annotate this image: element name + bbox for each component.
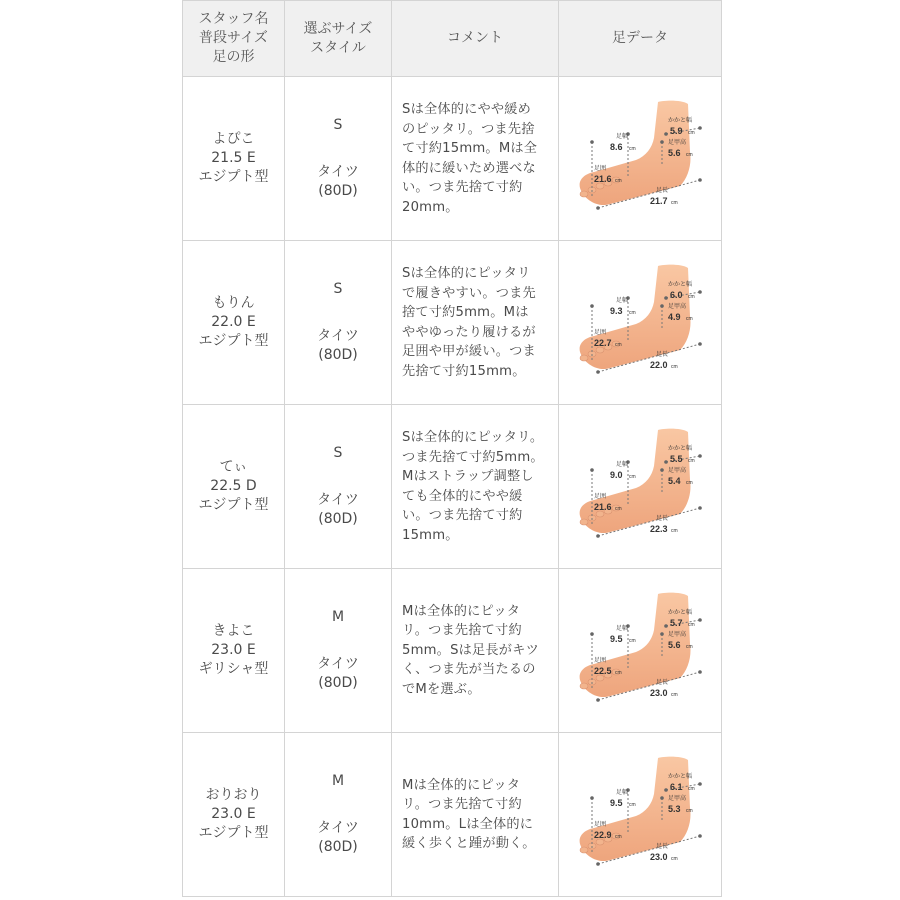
instep-height-value: 4.9 (668, 311, 681, 322)
comment-line: 足囲や甲が緩い。つま (402, 344, 536, 359)
staff-row (183, 77, 722, 241)
measure-point (660, 140, 664, 144)
staff-info-line: おりおり (205, 787, 262, 803)
staff-info-line: ギリシャ型 (198, 661, 269, 677)
comment-line: 5mm。Sは足長がキツ (402, 642, 539, 658)
staff-info-line: エジプト型 (198, 825, 269, 841)
instep-height-value: 5.6 (668, 147, 681, 158)
measure-point (698, 834, 702, 838)
staff-cell (183, 241, 285, 405)
unit-label: cm (671, 199, 678, 206)
instep-height-label: 足甲高 (668, 795, 687, 802)
foot-girth-value: 21.6 (594, 501, 612, 512)
heel-width-value: 5.5 (670, 453, 683, 464)
foot-length-label: 足長 (656, 351, 669, 358)
style-line: (80D) (318, 183, 358, 199)
comment-line: い。つま先捨て寸約 (402, 180, 523, 195)
foot-diagram (570, 750, 710, 880)
style-line: タイツ (317, 820, 359, 836)
header-staff-line: 足の形 (212, 49, 255, 65)
measure-point (596, 206, 600, 210)
chosen-size: S (333, 281, 343, 297)
comment-line: 15mm。 (402, 527, 459, 543)
foot-length-label: 足長 (656, 679, 669, 686)
heel-width-value: 5.7 (670, 617, 683, 628)
foot-data-cell (559, 569, 722, 733)
comment-line: 捨て寸約5mm。Mは (402, 305, 529, 320)
measure-point (590, 796, 594, 800)
foot-width-value: 8.6 (610, 141, 623, 152)
staff-cell (183, 733, 285, 897)
foot-girth-label: 足囲 (594, 165, 607, 172)
measure-point (698, 126, 702, 130)
comment-line: 先捨て寸約15mm。 (402, 363, 526, 379)
comment-line: でMを選ぶ。 (402, 681, 481, 697)
staff-info-line: 23.0 E (211, 806, 256, 822)
size-cell (285, 241, 392, 405)
heel-width-label: かかと幅 (668, 117, 693, 124)
unit-label: cm (615, 833, 622, 840)
foot-width-label: 足幅 (616, 461, 629, 468)
spacer (285, 463, 391, 491)
instep-height-value: 5.6 (668, 639, 681, 650)
comment-line: のピッタリ。つま先捨 (402, 121, 535, 137)
heel-width-value: 5.9 (670, 125, 683, 136)
comment-line: Sは全体的にピッタリ (402, 266, 531, 281)
staff-row (183, 241, 722, 405)
toe-shape (580, 519, 588, 525)
staff-info-line: 22.0 E (211, 314, 256, 330)
style-line: タイツ (317, 656, 359, 672)
foot-diagram (570, 94, 710, 224)
unit-label: cm (671, 691, 678, 698)
unit-label: cm (629, 637, 636, 644)
comment-cell (392, 241, 559, 405)
foot-width-label: 足幅 (616, 297, 629, 304)
measure-point (698, 618, 702, 622)
comment-line: で履きやすい。つま先 (402, 285, 536, 301)
toe-shape (580, 191, 588, 197)
instep-height-label: 足甲高 (668, 467, 687, 474)
unit-label: cm (688, 785, 695, 792)
style-line: (80D) (318, 675, 358, 691)
instep-height-value: 5.4 (668, 475, 681, 486)
foot-data-cell (559, 733, 722, 897)
toe-shape (580, 683, 588, 689)
chosen-size: S (333, 445, 343, 461)
measure-point (698, 506, 702, 510)
staff-info-line: もりん (212, 295, 255, 311)
foot-length-value: 23.0 (650, 851, 668, 862)
foot-length-value: 23.0 (650, 687, 668, 698)
foot-width-label: 足幅 (616, 625, 629, 632)
foot-data-cell (559, 241, 722, 405)
foot-width-value: 9.3 (610, 305, 623, 316)
measure-point (596, 534, 600, 538)
staff-info-line: きよこ (212, 623, 255, 639)
foot-girth-label: 足囲 (594, 493, 607, 500)
staff-cell (183, 569, 285, 733)
unit-label: cm (629, 145, 636, 152)
size-cell (285, 569, 392, 733)
heel-width-value: 6.1 (670, 781, 683, 792)
unit-label: cm (629, 801, 636, 808)
unit-label: cm (688, 293, 695, 300)
comment-line: Mは全体的にピッタ (402, 603, 521, 619)
measure-point (660, 632, 664, 636)
staff-info-line: 22.5 D (210, 478, 257, 494)
comment-line: 緩く歩くと踵が動く。 (402, 836, 536, 851)
chosen-size: M (331, 773, 345, 789)
unit-label: cm (629, 309, 636, 316)
comment-line: Sは全体的にやや緩め (402, 102, 532, 117)
comment-line: ややゆったり履けるが (402, 324, 536, 340)
measure-point (664, 296, 668, 300)
size-guide-table (182, 0, 722, 897)
unit-label: cm (615, 669, 622, 676)
measure-point (698, 782, 702, 786)
unit-label: cm (686, 643, 693, 650)
unit-label: cm (688, 129, 695, 136)
foot-width-label: 足幅 (616, 789, 629, 796)
size-cell (285, 733, 392, 897)
spacer (285, 791, 391, 819)
measure-point (664, 788, 668, 792)
staff-info-line: てぃ (219, 459, 248, 475)
measure-point (596, 862, 600, 866)
foot-data-cell (559, 77, 722, 241)
unit-label: cm (688, 621, 695, 628)
toe-shape (580, 355, 588, 361)
measure-point (596, 698, 600, 702)
heel-width-label: かかと幅 (668, 281, 693, 288)
toe-shape (580, 847, 588, 853)
header-size-line: スタイル (310, 39, 366, 56)
staff-cell (183, 77, 285, 241)
comment-line: Sは全体的にピッタリ。 (402, 430, 544, 445)
measure-point (660, 468, 664, 472)
measure-point (664, 460, 668, 464)
measure-point (698, 178, 702, 182)
foot-data-cell (559, 405, 722, 569)
comment-line: つま先捨て寸約5mm。 (402, 449, 544, 465)
staff-info-line: 21.5 E (211, 150, 256, 166)
unit-label: cm (686, 315, 693, 322)
comment-line: 20mm。 (402, 199, 459, 215)
staff-info-line: エジプト型 (198, 169, 269, 185)
measure-point (698, 670, 702, 674)
comment-cell (392, 77, 559, 241)
foot-width-value: 9.5 (610, 797, 623, 808)
foot-diagram (570, 422, 710, 552)
header-size-line: 選ぶサイズ (303, 20, 373, 37)
measure-point (590, 140, 594, 144)
instep-height-value: 5.3 (668, 803, 681, 814)
staff-cell (183, 405, 285, 569)
header-size (285, 1, 392, 77)
foot-length-label: 足長 (656, 843, 669, 850)
style-line: (80D) (318, 511, 358, 527)
unit-label: cm (671, 855, 678, 862)
unit-label: cm (686, 151, 693, 158)
header-comment: コメント (392, 1, 559, 77)
unit-label: cm (688, 457, 695, 464)
size-cell (285, 77, 392, 241)
measure-point (660, 796, 664, 800)
header-foot-data: 足データ (559, 1, 722, 77)
comment-cell (392, 405, 559, 569)
foot-girth-value: 22.9 (594, 829, 612, 840)
comment-line: リ。つま先捨て寸約 (402, 623, 522, 639)
heel-width-label: かかと幅 (668, 445, 693, 452)
style-line: タイツ (317, 492, 359, 508)
style-line: タイツ (317, 328, 359, 344)
comment-line: い。つま先捨て寸約 (402, 508, 523, 523)
style-line: (80D) (318, 839, 358, 855)
comment-line: く、つま先が当たるの (402, 662, 536, 678)
spacer (285, 299, 391, 327)
measure-point (698, 454, 702, 458)
unit-label: cm (629, 473, 636, 480)
staff-info-line: よぴこ (212, 131, 255, 147)
instep-height-label: 足甲高 (668, 303, 687, 310)
chosen-size: M (331, 609, 345, 625)
header-staff-line: 普段サイズ (199, 30, 268, 46)
measure-point (660, 304, 664, 308)
foot-girth-value: 21.6 (594, 173, 612, 184)
foot-girth-label: 足囲 (594, 329, 607, 336)
foot-girth-label: 足囲 (594, 821, 607, 828)
comment-line: リ。つま先捨て寸約 (402, 797, 522, 812)
foot-girth-label: 足囲 (594, 657, 607, 664)
chosen-size: S (333, 117, 343, 133)
heel-width-label: かかと幅 (668, 773, 693, 780)
comment-line: Mは全体的にピッタ (402, 777, 521, 793)
spacer (285, 627, 391, 655)
header-staff-line: スタッフ名 (198, 11, 269, 27)
unit-label: cm (615, 505, 622, 512)
unit-label: cm (686, 479, 693, 486)
comment-line: 体的に緩いため選べな (402, 160, 536, 176)
foot-length-value: 21.7 (650, 195, 668, 206)
comment-line: 10mm。Lは全体的に (402, 816, 534, 832)
unit-label: cm (615, 177, 622, 184)
staff-row (183, 733, 722, 897)
foot-girth-value: 22.5 (594, 665, 612, 676)
foot-length-value: 22.0 (650, 359, 668, 370)
comment-line: Mはストラップ調整し (402, 469, 534, 484)
staff-row (183, 569, 722, 733)
staff-info-line: 23.0 E (211, 642, 256, 658)
size-cell (285, 405, 392, 569)
measure-point (590, 468, 594, 472)
measure-point (664, 624, 668, 628)
style-line: (80D) (318, 347, 358, 363)
instep-height-label: 足甲高 (668, 631, 687, 638)
foot-length-value: 22.3 (650, 523, 668, 534)
staff-info-line: エジプト型 (198, 497, 269, 513)
comment-cell (392, 733, 559, 897)
style-line: タイツ (317, 164, 359, 180)
comment-line: ても全体的にやや緩 (402, 488, 523, 504)
unit-label: cm (671, 363, 678, 370)
foot-width-value: 9.0 (610, 469, 623, 480)
staff-row (183, 405, 722, 569)
comment-cell (392, 569, 559, 733)
heel-width-label: かかと幅 (668, 609, 693, 616)
foot-length-label: 足長 (656, 515, 669, 522)
foot-diagram (570, 586, 710, 716)
foot-width-value: 9.5 (610, 633, 623, 644)
comment-line: て寸約15mm。Mは全 (402, 141, 538, 156)
unit-label: cm (615, 341, 622, 348)
measure-point (698, 342, 702, 346)
spacer (285, 135, 391, 163)
unit-label: cm (671, 527, 678, 534)
measure-point (596, 370, 600, 374)
measure-point (590, 632, 594, 636)
header-staff (183, 1, 285, 77)
foot-girth-value: 22.7 (594, 337, 612, 348)
foot-width-label: 足幅 (616, 133, 629, 140)
header-row (183, 1, 722, 77)
heel-width-value: 6.0 (670, 289, 683, 300)
unit-label: cm (686, 807, 693, 814)
staff-info-line: エジプト型 (198, 333, 269, 349)
foot-diagram (570, 258, 710, 388)
measure-point (590, 304, 594, 308)
measure-point (664, 132, 668, 136)
instep-height-label: 足甲高 (668, 139, 687, 146)
measure-point (698, 290, 702, 294)
foot-length-label: 足長 (656, 187, 669, 194)
